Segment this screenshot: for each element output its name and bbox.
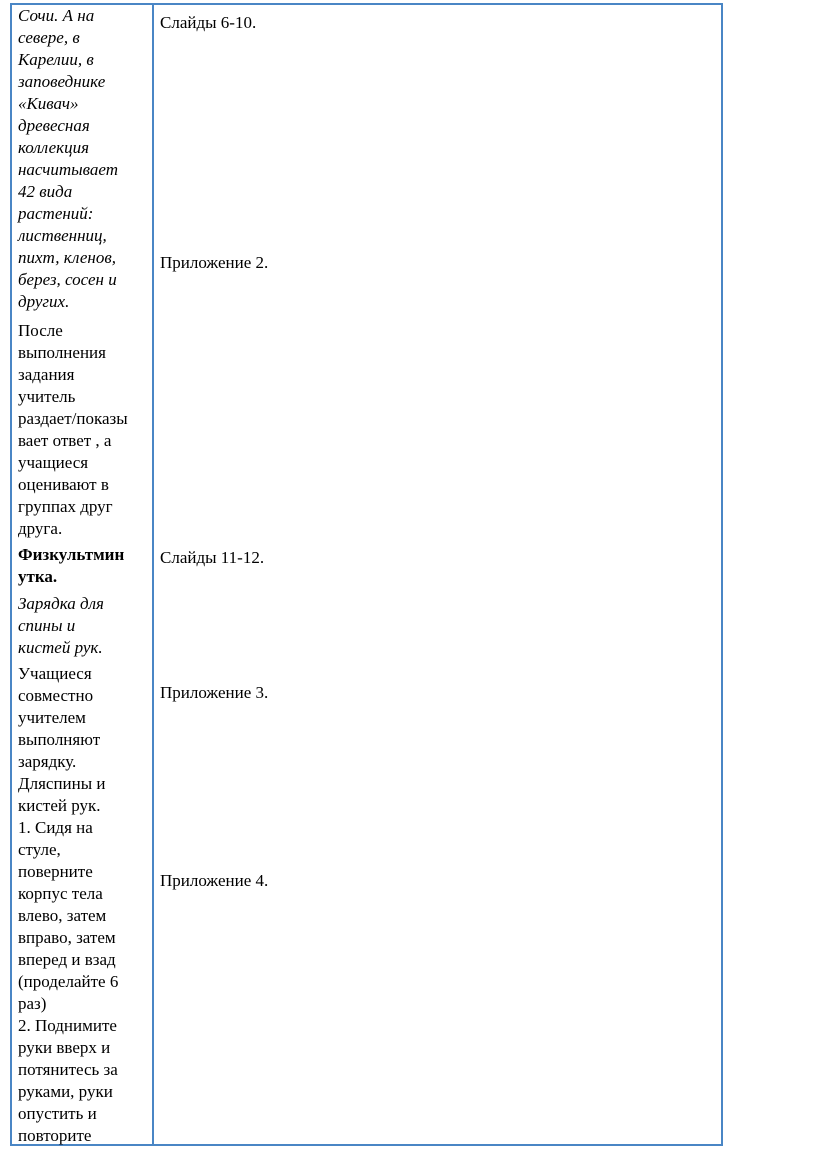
intro-paragraph: Сочи. А на севере, в Карелии, в заповеднике «Кивач» древесная коллекция насчитывает 42 вида растений: лиственниц, пихт, кленов, берез, сосен и других. [18,6,119,311]
appendix-note-3: Приложение 3. [160,683,269,702]
task-paragraph: После выполнения задания учитель раздает/показы вает ответ , а учащиеся оценивают в группах друг друга. [18,321,128,538]
slides-note-6-10: Слайды 6-10. [160,13,257,32]
slides-note-11-12: Слайды 11-12. [160,548,265,567]
column-divider [152,3,154,1146]
appendix-note-4: Приложение 4. [160,871,269,890]
left-column [18,5,150,1145]
right-column [160,0,720,1140]
exercise-body: Учащиеся совместно учителем выполняют зарядку. Дляспины и кистей рук. 1. Сидя на стуле, поверните корпус тела влево, затем вправо, затем вперед и взад (проделайте 6 раз) 2. Поднимите руки вверх и потянитесь за руками, руки опустить и повторите [18,664,119,1145]
fizkult-heading: Физкультмин утка. [18,545,125,586]
appendix-note-2: Приложение 2. [160,253,269,272]
exercise-title: Зарядка для спины и кистей рук. [18,594,104,657]
